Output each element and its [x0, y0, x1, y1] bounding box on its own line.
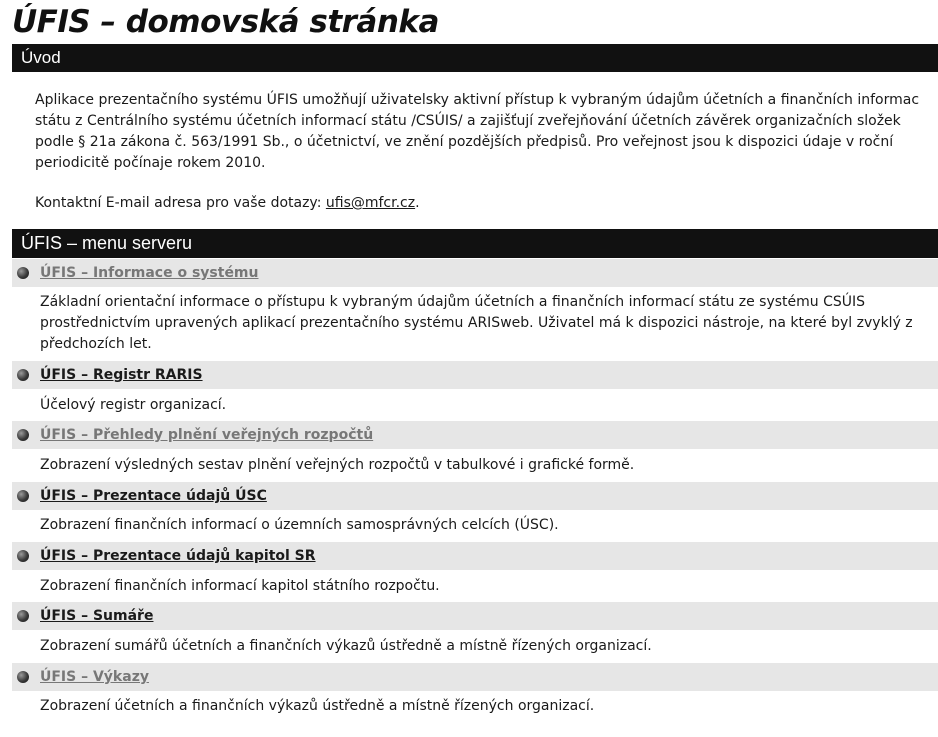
menu-desc-line: Zobrazení účetních a finančních výkazů ústředně a místně řízených organizací. — [40, 698, 595, 714]
menu-link-vykazy[interactable]: ÚFIS – Výkazy — [40, 669, 149, 685]
contact-email-link[interactable]: ufis@mfcr.cz — [325, 195, 416, 211]
menu-item-sumare — [12, 602, 938, 630]
menu-item-informace-o-systemu — [12, 259, 938, 287]
intro-line: podle § 21a zákona č. 563/1991 Sb., o účetnictví, ve znění pozdějších předpisů. Pro veřejnost jsou k dispozici údaje v roční — [35, 134, 894, 150]
bullet-icon — [17, 267, 29, 279]
menu-desc-line: Základní orientační informace o přístupu k vybraným údajům účetních a finančních informací státu ze systému CSÚIS — [40, 294, 866, 310]
menu-link-prezentace-kapitol-sr[interactable]: ÚFIS – Prezentace údajů kapitol SR — [40, 548, 316, 564]
intro-line: státu z Centrálního systému účetních informací státu /CSÚIS/ a zajišťují zveřejňování účetních závěrek organizačních složek — [35, 113, 901, 129]
bullet-icon — [17, 490, 29, 502]
menu-item-prezentace-usc — [12, 482, 938, 510]
bullet-icon — [17, 610, 29, 622]
menu-item-prezentace-kapitol-sr — [12, 542, 938, 570]
bullet-icon — [17, 550, 29, 562]
menu-link-sumare[interactable]: ÚFIS – Sumáře — [40, 608, 154, 624]
menu-desc-line: prostřednictvím upravených aplikací prezentačního systému ARISweb. Uživatel má k dispozici nástroje, na které byl zvyklý z — [40, 315, 913, 331]
menu-link-prehledy-plneni[interactable]: ÚFIS – Přehledy plnění veřejných rozpočtů — [40, 427, 374, 443]
menu-item-prehledy-plneni — [12, 421, 938, 449]
menu-desc-registr-raris — [40, 395, 938, 416]
menu-link-informace-o-systemu[interactable]: ÚFIS – Informace o systému — [40, 265, 259, 281]
contact-line — [35, 193, 420, 214]
bullet-icon — [17, 369, 29, 381]
menu-link-prezentace-usc[interactable]: ÚFIS – Prezentace údajů ÚSC — [40, 488, 267, 504]
menu-link-registr-raris[interactable]: ÚFIS – Registr RARIS — [40, 367, 203, 383]
menu-desc-line: Účelový registr organizací. — [40, 397, 227, 413]
bullet-icon — [17, 429, 29, 441]
menu-section-header: ÚFIS – menu serveru — [12, 229, 938, 258]
page-title: ÚFIS – domovská stránka — [12, 4, 439, 40]
contact-label: Kontaktní E-mail adresa pro vaše dotazy: — [35, 195, 326, 211]
menu-item-vykazy — [12, 663, 938, 691]
intro-line: Aplikace prezentačního systému ÚFIS umožňují uživatelsky aktivní přístup k vybraným údajům účetních a finančních informac — [35, 92, 920, 108]
menu-desc-line: Zobrazení sumářů účetních a finančních výkazů ústředně a místně řízených organizací. — [40, 638, 652, 654]
menu-desc-line: předchozích let. — [40, 336, 152, 352]
menu-desc-line: Zobrazení finančních informací kapitol státního rozpočtu. — [40, 578, 440, 594]
menu-desc-prezentace-usc — [40, 515, 938, 536]
intro-paragraph — [35, 90, 938, 174]
menu-desc-prezentace-kapitol-sr — [40, 576, 938, 597]
contact-suffix: . — [415, 195, 420, 211]
menu-desc-informace-o-systemu — [40, 292, 938, 355]
menu-desc-prehledy-plneni — [40, 455, 938, 476]
menu-desc-line: Zobrazení finančních informací o územních samosprávných celcích (ÚSC). — [40, 517, 559, 533]
menu-desc-sumare — [40, 636, 938, 657]
bullet-icon — [17, 671, 29, 683]
intro-line: periodicitě počínaje rokem 2010. — [35, 155, 266, 171]
intro-section-header: Úvod — [12, 44, 938, 72]
menu-desc-line: Zobrazení výsledných sestav plnění veřejných rozpočtů v tabulkové i grafické formě. — [40, 457, 635, 473]
menu-item-registr-raris — [12, 361, 938, 389]
menu-desc-vykazy — [40, 696, 938, 717]
